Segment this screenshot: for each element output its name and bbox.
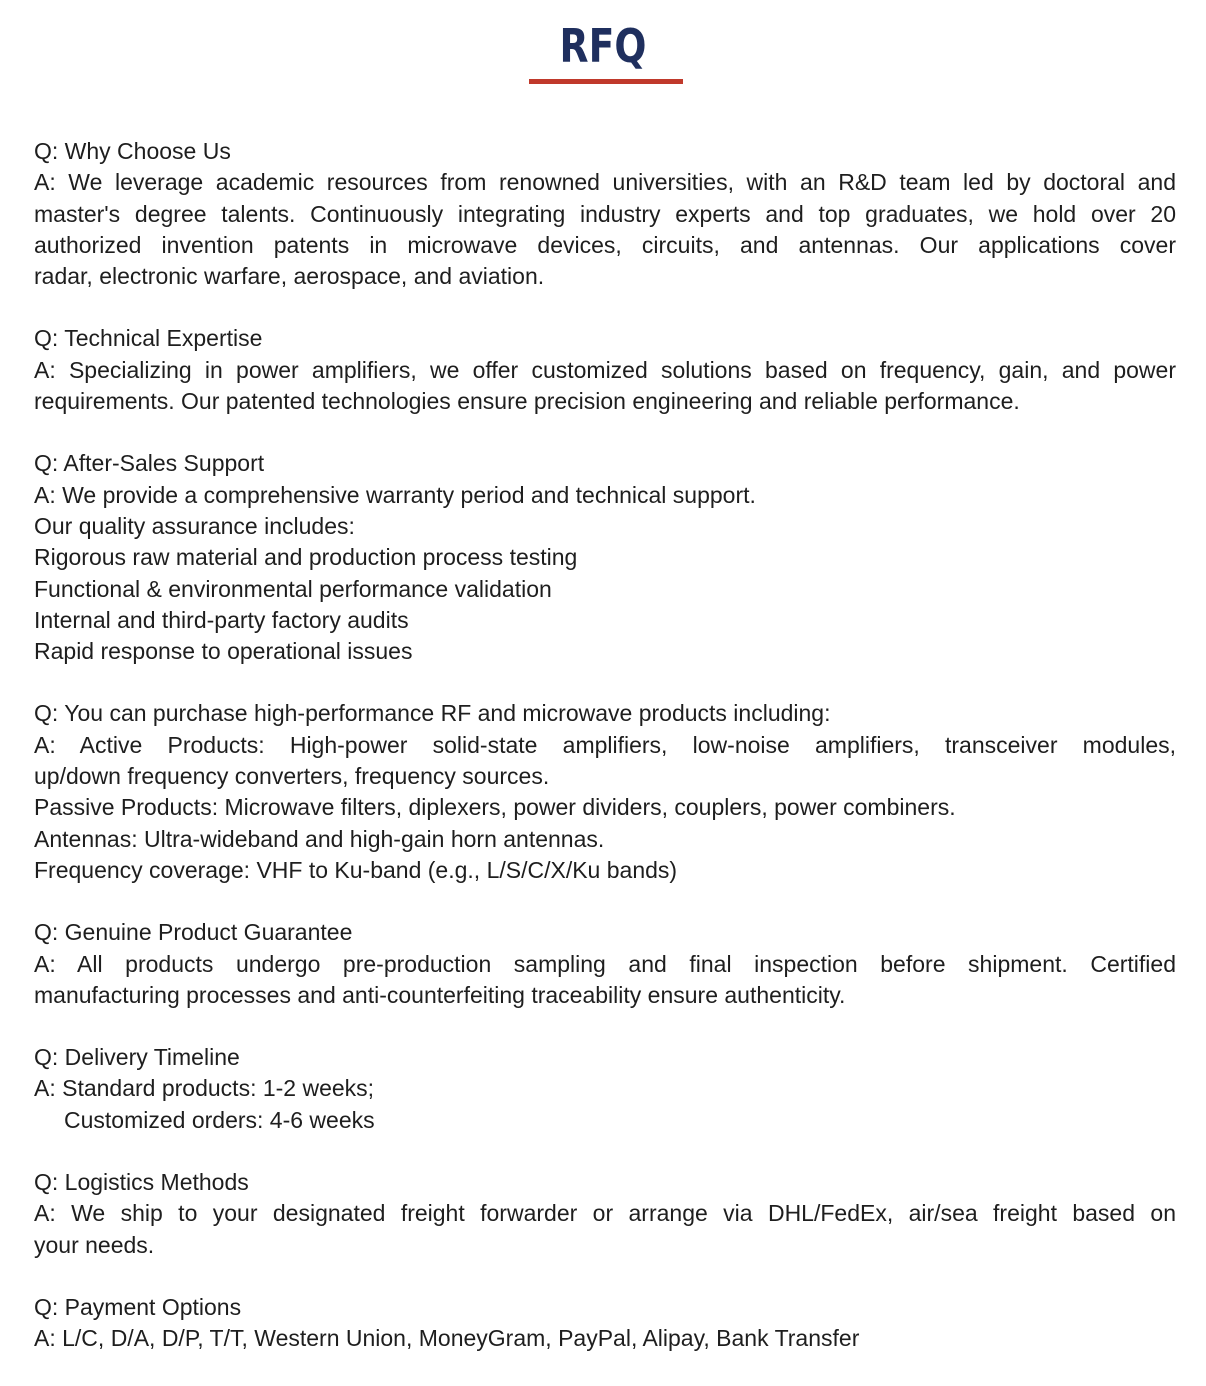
faq-answer-line: Rigorous raw material and production process testing (34, 544, 578, 571)
faq-question: Q: Logistics Methods (34, 1169, 249, 1196)
faq-answer-line: Internal and third-party factory audits (34, 606, 409, 633)
faq-answer-line: A: All products undergo pre-production sampling and final inspection before shipment. Certified (34, 950, 1176, 977)
faq-item-genuine-guarantee (34, 917, 1176, 1011)
faq-answer-line: Rapid response to operational issues (34, 638, 413, 665)
faq-answer-line: A: Specializing in power amplifiers, we offer customized solutions based on frequency, gain, and power (34, 356, 1176, 383)
faq-answer-line: A: We leverage academic resources from renowned universities, with an R&D team led by doctoral and (34, 169, 1176, 196)
faq-answer-line: Customized orders: 4-6 weeks (64, 1106, 375, 1133)
faq-question: Q: Delivery Timeline (34, 1044, 240, 1071)
faq-item-technical-expertise (34, 323, 1176, 417)
faq-answer-line: radar, electronic warfare, aerospace, and aviation. (34, 263, 545, 290)
faq-answer-line: master's degree talents. Continuously integrating industry experts and top graduates, we hold over 20 (34, 200, 1176, 227)
faq-answer-line: authorized invention patents in microwave devices, circuits, and antennas. Our applications cover (34, 231, 1176, 258)
faq-answer-line: Frequency coverage: VHF to Ku-band (e.g., L/S/C/X/Ku bands) (34, 856, 678, 883)
faq-question: Q: You can purchase high-performance RF and microwave products including: (34, 700, 831, 727)
faq-item-logistics-methods (34, 1167, 1176, 1261)
faq-answer-line: Our quality assurance includes: (34, 512, 355, 539)
faq-answer-line: A: Standard products: 1-2 weeks; (34, 1075, 375, 1102)
faq-answer-line: A: We ship to your designated freight forwarder or arrange via DHL/FedEx, air/sea freight based on (34, 1200, 1176, 1227)
faq-answer-line: A: Active Products: High-power solid-state amplifiers, low-noise amplifiers, transceiver modules, (34, 731, 1176, 758)
faq-item-after-sales-support (34, 448, 1176, 667)
page-title: RFQ (559, 19, 647, 73)
faq-question: Q: Genuine Product Guarantee (34, 919, 353, 946)
faq-answer-line: manufacturing processes and anti-counterfeiting traceability ensure authenticity. (34, 981, 846, 1008)
faq-question: Q: Payment Options (34, 1293, 242, 1320)
faq-answer-line: up/down frequency converters, frequency sources. (34, 763, 550, 790)
faq-answer-line: Functional & environmental performance validation (34, 575, 552, 602)
faq-item-payment-options (34, 1292, 1176, 1355)
faq-answer-line: requirements. Our patented technologies ensure precision engineering and reliable performance. (34, 388, 1020, 415)
faq-answer-line: Antennas: Ultra-wideband and high-gain horn antennas. (34, 825, 605, 852)
title-underline (529, 79, 683, 84)
faq-item-why-choose-us (34, 136, 1176, 292)
faq-answer-line: Passive Products: Microwave filters, diplexers, power dividers, couplers, power combiners. (34, 794, 956, 821)
faq-question: Q: Why Choose Us (34, 138, 231, 164)
faq-list (34, 136, 1176, 1386)
faq-question: Q: Technical Expertise (34, 325, 263, 352)
faq-answer-line: A: We provide a comprehensive warranty period and technical support. (34, 481, 756, 508)
faq-item-delivery-timeline (34, 1042, 1176, 1136)
faq-item-products (34, 698, 1176, 886)
faq-answer-line: your needs. (34, 1231, 155, 1258)
faq-answer-line: A: L/C, D/A, D/P, T/T, Western Union, MoneyGram, PayPal, Alipay, Bank Transfer (34, 1325, 860, 1352)
header (0, 20, 1206, 72)
faq-question: Q: After-Sales Support (34, 450, 265, 477)
